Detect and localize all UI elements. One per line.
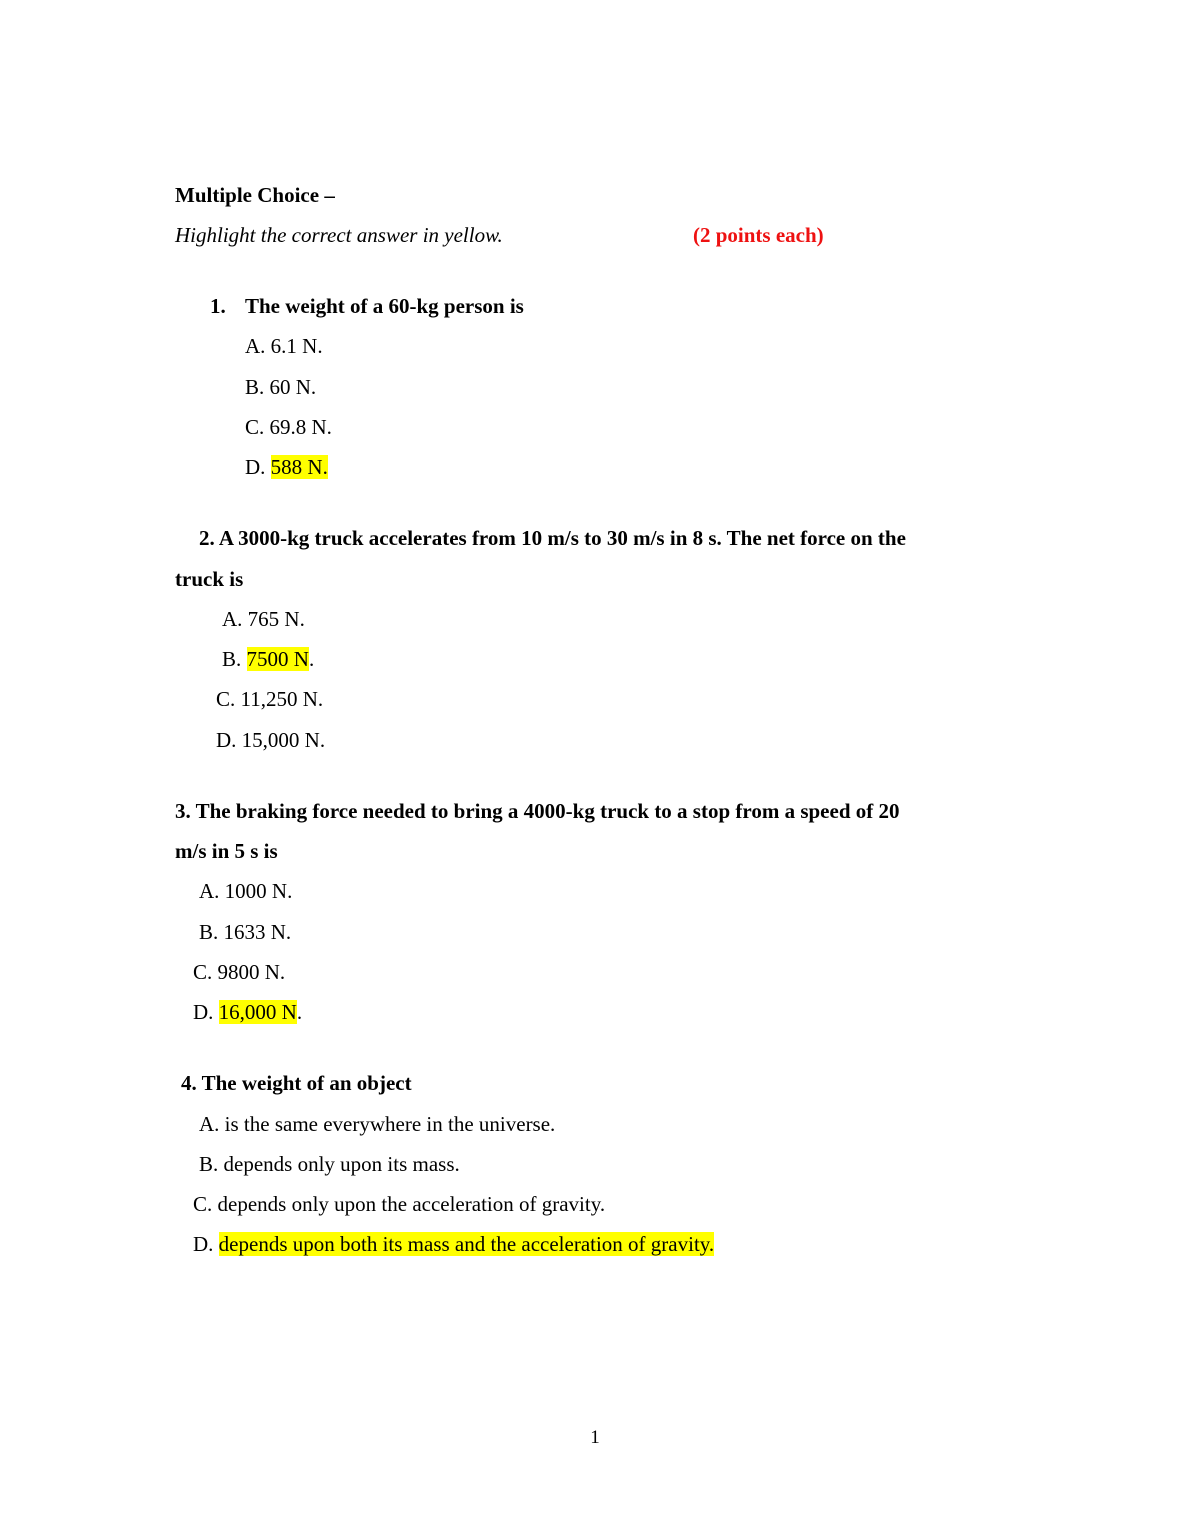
option-letter: B. — [199, 1152, 219, 1176]
option-letter: A. — [245, 334, 266, 358]
page-number: 1 — [590, 1427, 600, 1448]
option-letter: B. — [222, 647, 242, 671]
option-letter: C. — [245, 415, 265, 439]
option-letter: B. — [245, 375, 265, 399]
option-letter: A. — [199, 1112, 220, 1136]
question-1-number: 1. — [210, 294, 226, 318]
question-3-text-line-1: 3. The braking force needed to bring a 4000-kg truck to a stop from a speed of 20 — [175, 799, 900, 823]
option-letter: B. — [199, 920, 219, 944]
option-text: is the same everywhere in the universe. — [224, 1112, 556, 1136]
option-text: 60 N. — [269, 375, 317, 399]
option-text: 69.8 N. — [269, 415, 332, 439]
highlighted-answer: 7500 N — [246, 647, 309, 671]
question-4-option-d — [193, 1231, 714, 1257]
section-title: Multiple Choice – — [175, 183, 335, 207]
option-text: 9800 N. — [217, 960, 286, 984]
question-1-option-a — [245, 333, 323, 359]
option-letter: D. — [193, 1232, 214, 1256]
instruction-text: Highlight the correct answer in yellow. — [175, 223, 503, 247]
question-3-text-line-2: m/s in 5 s is — [175, 839, 278, 863]
option-text: 15,000 N. — [241, 728, 326, 752]
option-text: depends only upon the acceleration of gravity. — [217, 1192, 606, 1216]
question-2-text-line-2: truck is — [175, 567, 244, 591]
points-label: (2 points each) — [693, 223, 824, 247]
question-2-option-a — [222, 606, 305, 632]
option-text: depends only upon its mass. — [223, 1152, 460, 1176]
option-letter: C. — [216, 687, 236, 711]
option-text: 1000 N. — [224, 879, 293, 903]
question-2-option-b — [222, 646, 314, 672]
highlighted-answer: 588 N. — [270, 455, 328, 479]
question-1-text: The weight of a 60-kg person is — [245, 294, 524, 318]
question-3-option-c — [193, 959, 285, 985]
option-suffix: . — [308, 647, 315, 671]
option-text: 1633 N. — [223, 920, 292, 944]
option-letter: D. — [216, 728, 237, 752]
question-1-option-b — [245, 374, 316, 400]
highlighted-answer: depends upon both its mass and the acceleration of gravity. — [218, 1232, 715, 1256]
question-3-option-b — [199, 919, 291, 945]
highlighted-answer: 16,000 N — [218, 1000, 297, 1024]
question-4-option-c — [193, 1191, 605, 1217]
option-letter: A. — [222, 607, 243, 631]
option-text: 6.1 N. — [270, 334, 323, 358]
question-3-option-d — [193, 999, 302, 1025]
question-4-option-b — [199, 1151, 460, 1177]
option-letter: C. — [193, 1192, 213, 1216]
question-2-option-c — [216, 686, 323, 712]
option-letter: A. — [199, 879, 220, 903]
option-suffix: . — [296, 1000, 303, 1024]
option-text: 11,250 N. — [240, 687, 324, 711]
option-letter: C. — [193, 960, 213, 984]
question-1-option-c — [245, 414, 332, 440]
question-2-option-d — [216, 727, 325, 753]
question-3-option-a — [199, 878, 292, 904]
question-4-text: 4. The weight of an object — [181, 1071, 412, 1095]
option-text: 765 N. — [247, 607, 305, 631]
option-letter: D. — [245, 455, 266, 479]
question-1-option-d — [245, 454, 328, 480]
question-2-text-line-1: 2. A 3000-kg truck accelerates from 10 m/s to 30 m/s in 8 s. The net force on the — [199, 526, 906, 550]
option-letter: D. — [193, 1000, 214, 1024]
question-4-option-a — [199, 1111, 555, 1137]
